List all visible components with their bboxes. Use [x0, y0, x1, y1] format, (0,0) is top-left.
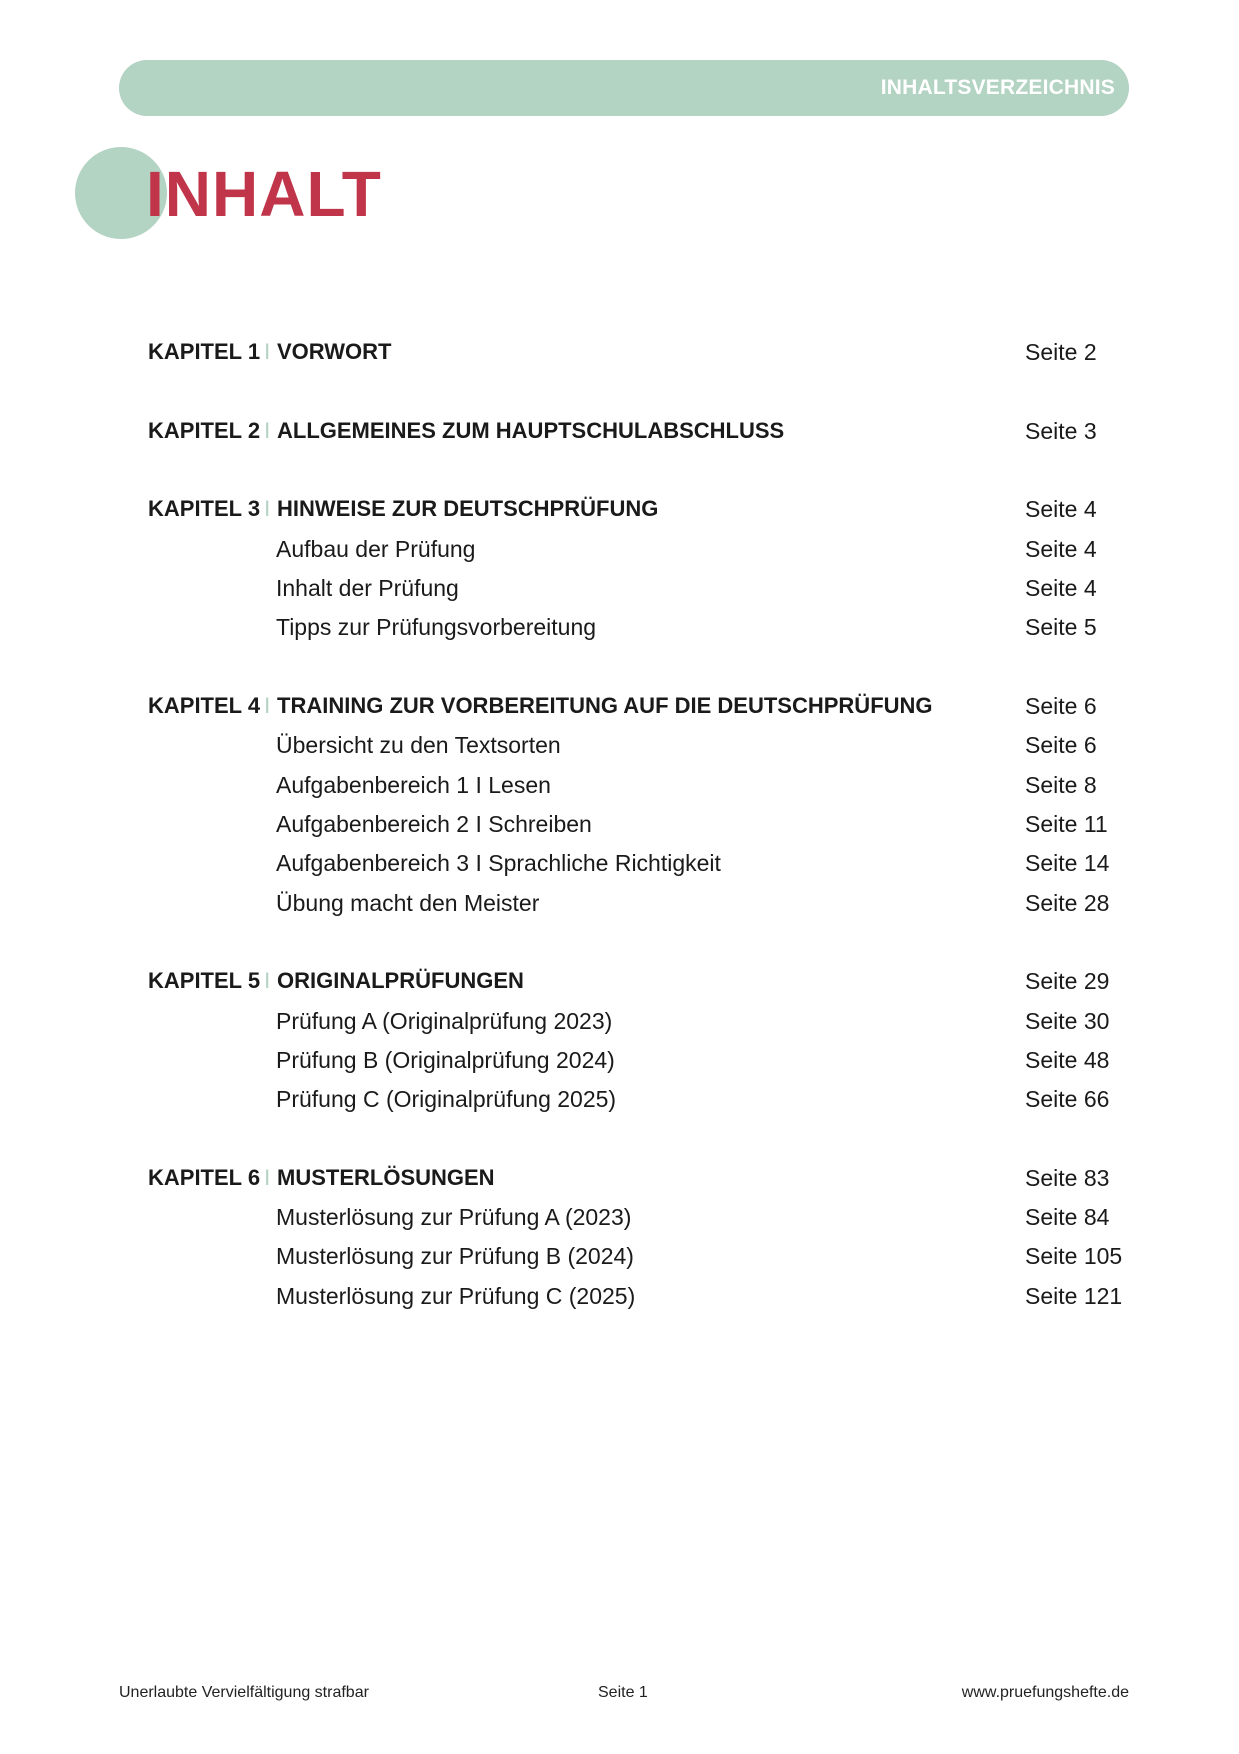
chapter-title: HINWEISE ZUR DEUTSCHPRÜFUNG — [277, 496, 659, 522]
entry-page-ref: Seite 5 — [1025, 614, 1097, 641]
chapter-title: ORIGINALPRÜFUNGEN — [277, 968, 524, 994]
entry-page-ref: Seite 84 — [1025, 1204, 1110, 1231]
footer-website-link[interactable]: www.pruefungshefte.de — [961, 1684, 1129, 1701]
chapter-number-text: KAPITEL 6 — [148, 1164, 261, 1190]
chapter-separator: I — [264, 693, 271, 718]
entry-title: Aufgabenbereich 1 I Lesen — [276, 771, 551, 798]
entry-page-ref: Seite 105 — [1025, 1243, 1123, 1270]
chapter-separator: I — [264, 1164, 271, 1190]
chapter-number-text: KAPITEL 5 — [148, 968, 261, 994]
chapter-title: MUSTERLÖSUNGEN — [277, 1164, 495, 1190]
chapter-number-text: KAPITEL 4 — [148, 693, 261, 718]
footer-copyright-note: Unerlaubte Vervielfältigung strafbar — [119, 1684, 369, 1701]
toc-entry-row[interactable] — [0, 1081, 1239, 1117]
toc-entry-row[interactable] — [0, 1042, 1239, 1078]
toc-chapter-row[interactable] — [0, 491, 1239, 527]
toc-entry-row[interactable] — [0, 1278, 1239, 1314]
toc-entry-row[interactable] — [0, 1238, 1239, 1274]
entry-page-ref: Seite 11 — [1025, 810, 1108, 837]
chapter-separator: I — [264, 417, 271, 443]
chapter-page-ref: Seite 3 — [1025, 417, 1097, 444]
toc-entry-row[interactable] — [0, 1003, 1239, 1039]
entry-page-ref: Seite 28 — [1025, 889, 1110, 916]
entry-title: Aufgabenbereich 2 I Schreiben — [276, 810, 592, 837]
chapter-page-ref: Seite 2 — [1025, 339, 1097, 365]
header-label: INHALTSVERZEICHNIS — [880, 76, 1115, 99]
entry-title: Inhalt der Prüfung — [276, 575, 459, 601]
entry-title: Aufbau der Prüfung — [276, 535, 476, 562]
entry-page-ref: Seite 4 — [1025, 575, 1097, 601]
toc-entry-row[interactable] — [0, 727, 1239, 763]
chapter-title: TRAINING ZUR VORBEREITUNG AUF DIE DEUTSCHPRÜFUNG — [277, 693, 933, 718]
entry-page-ref: Seite 4 — [1025, 535, 1097, 562]
toc-entry-row[interactable] — [0, 806, 1239, 842]
entry-page-ref: Seite 14 — [1025, 850, 1110, 877]
entry-title: Übersicht zu den Textsorten — [276, 732, 561, 759]
chapter-separator: I — [264, 339, 271, 364]
chapter-number-text: KAPITEL 3 — [148, 496, 261, 522]
chapter-page-ref: Seite 83 — [1025, 1164, 1110, 1191]
entry-page-ref: Seite 30 — [1025, 1007, 1110, 1034]
toc-entry-row[interactable] — [0, 570, 1239, 606]
chapter-page-ref: Seite 29 — [1025, 968, 1110, 995]
chapter-page-ref: Seite 6 — [1025, 693, 1097, 719]
entry-page-ref: Seite 48 — [1025, 1046, 1110, 1073]
toc-entry-row[interactable] — [0, 767, 1239, 803]
footer-page-number: Seite 1 — [598, 1684, 648, 1701]
entry-title: Übung macht den Meister — [276, 889, 540, 916]
toc-chapter-row[interactable] — [0, 963, 1239, 999]
entry-title: Tipps zur Prüfungsvorbereitung — [276, 614, 597, 641]
entry-page-ref: Seite 121 — [1025, 1282, 1123, 1309]
entry-title: Musterlösung zur Prüfung C (2025) — [276, 1282, 636, 1309]
chapter-number-text: KAPITEL 1 — [148, 339, 261, 364]
entry-title: Musterlösung zur Prüfung B (2024) — [276, 1243, 634, 1270]
chapter-number-text: KAPITEL 2 — [148, 417, 261, 443]
chapter-page-ref: Seite 4 — [1025, 496, 1097, 523]
chapter-number — [148, 1160, 274, 1196]
toc-chapter-row[interactable] — [0, 334, 1239, 370]
chapter-separator: I — [264, 496, 271, 522]
chapter-number — [148, 688, 274, 724]
chapter-separator: I — [264, 968, 271, 994]
chapter-title: ALLGEMEINES ZUM HAUPTSCHULABSCHLUSS — [277, 417, 785, 443]
chapter-number — [148, 963, 274, 999]
entry-title: Prüfung A (Originalprüfung 2023) — [276, 1007, 613, 1034]
entry-page-ref: Seite 8 — [1025, 771, 1097, 798]
toc-chapter-row[interactable] — [0, 413, 1239, 449]
entry-title: Prüfung C (Originalprüfung 2025) — [276, 1086, 617, 1113]
entry-page-ref: Seite 66 — [1025, 1086, 1110, 1113]
toc-entry-row[interactable] — [0, 845, 1239, 881]
entry-page-ref: Seite 6 — [1025, 732, 1097, 759]
entry-title: Prüfung B (Originalprüfung 2024) — [276, 1046, 615, 1073]
chapter-title: VORWORT — [277, 339, 392, 364]
toc-entry-row[interactable] — [0, 885, 1239, 921]
toc-entry-row[interactable] — [0, 531, 1239, 567]
toc-chapter-row[interactable] — [0, 688, 1239, 724]
toc-entry-row[interactable] — [0, 609, 1239, 645]
entry-title: Aufgabenbereich 3 I Sprachliche Richtigkeit — [276, 850, 721, 877]
toc-entry-row[interactable] — [0, 1199, 1239, 1235]
toc-chapter-row[interactable] — [0, 1160, 1239, 1196]
chapter-number — [148, 413, 274, 449]
chapter-number — [148, 334, 274, 370]
chapter-number — [148, 491, 274, 527]
page-title: INHALT — [146, 158, 382, 230]
entry-title: Musterlösung zur Prüfung A (2023) — [276, 1204, 632, 1231]
